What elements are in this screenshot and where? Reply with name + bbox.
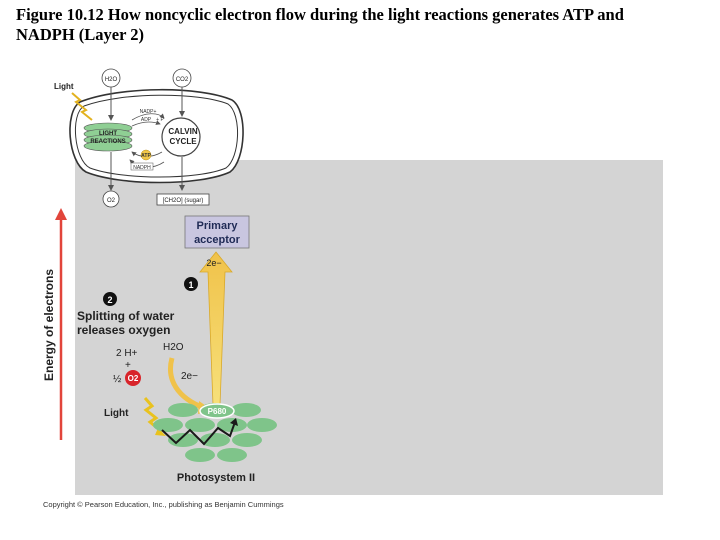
splitting-label-2: releases oxygen (77, 323, 171, 337)
thylakoid-stack (84, 123, 132, 151)
chloroplast-inset (54, 69, 243, 207)
mid-electron-label: 2e− (181, 371, 198, 382)
light-reactions-label-2: REACTIONS (90, 139, 126, 145)
atp-label: ATP (141, 153, 151, 159)
step-1-number: 1 (188, 280, 194, 290)
top-electron-label: 2e− (206, 258, 222, 268)
nadph-label: NADPH (133, 165, 151, 171)
inset-co2-label: CO2 (175, 77, 189, 83)
energy-axis-label: Energy of electrons (42, 268, 56, 382)
oxygen-label: O2 (127, 374, 139, 383)
inset-o2-label: O2 (106, 198, 116, 204)
step-2-number: 2 (107, 295, 113, 305)
plus-label: + (125, 360, 131, 371)
light-reactions-label-1: LIGHT (99, 131, 117, 137)
calvin-cycle-label-2: CYCLE (169, 137, 197, 146)
pi-label: + P (156, 117, 164, 123)
primary-acceptor-label-2: acceptor (194, 234, 240, 246)
electron-excitation-arrow (200, 252, 232, 405)
figure-title-line1: Figure 10.12 How noncyclic electron flow during the light reactions generates ATP and (16, 5, 624, 24)
p680-label: P680 (207, 407, 227, 416)
nadp-label: NADP+ (139, 109, 157, 115)
copyright-notice: Copyright © Pearson Education, Inc., publishing as Benjamin Cummings (43, 500, 284, 509)
inset-h2o-label: H2O (104, 77, 118, 83)
h2o-label: H2O (163, 342, 184, 353)
adp-label: ADP (140, 117, 152, 123)
calvin-cycle-label-1: CALVIN (168, 127, 198, 136)
h-plus-label: 2 H+ (116, 348, 138, 359)
water-to-p680-arrow (170, 358, 204, 408)
photosystem-ii-label: Photosystem II (176, 472, 256, 484)
primary-acceptor-label-1: Primary (196, 220, 238, 232)
half-label: ½ (113, 374, 122, 385)
energy-axis-arrowhead (55, 208, 67, 220)
figure-title-line2: NADPH (Layer 2) (16, 25, 145, 44)
splitting-label-1: Splitting of water (77, 309, 175, 323)
inset-light-label: Light (54, 82, 74, 91)
inset-sugar-label: [CH2O] (sugar) (162, 198, 204, 204)
light-label: Light (104, 408, 129, 419)
